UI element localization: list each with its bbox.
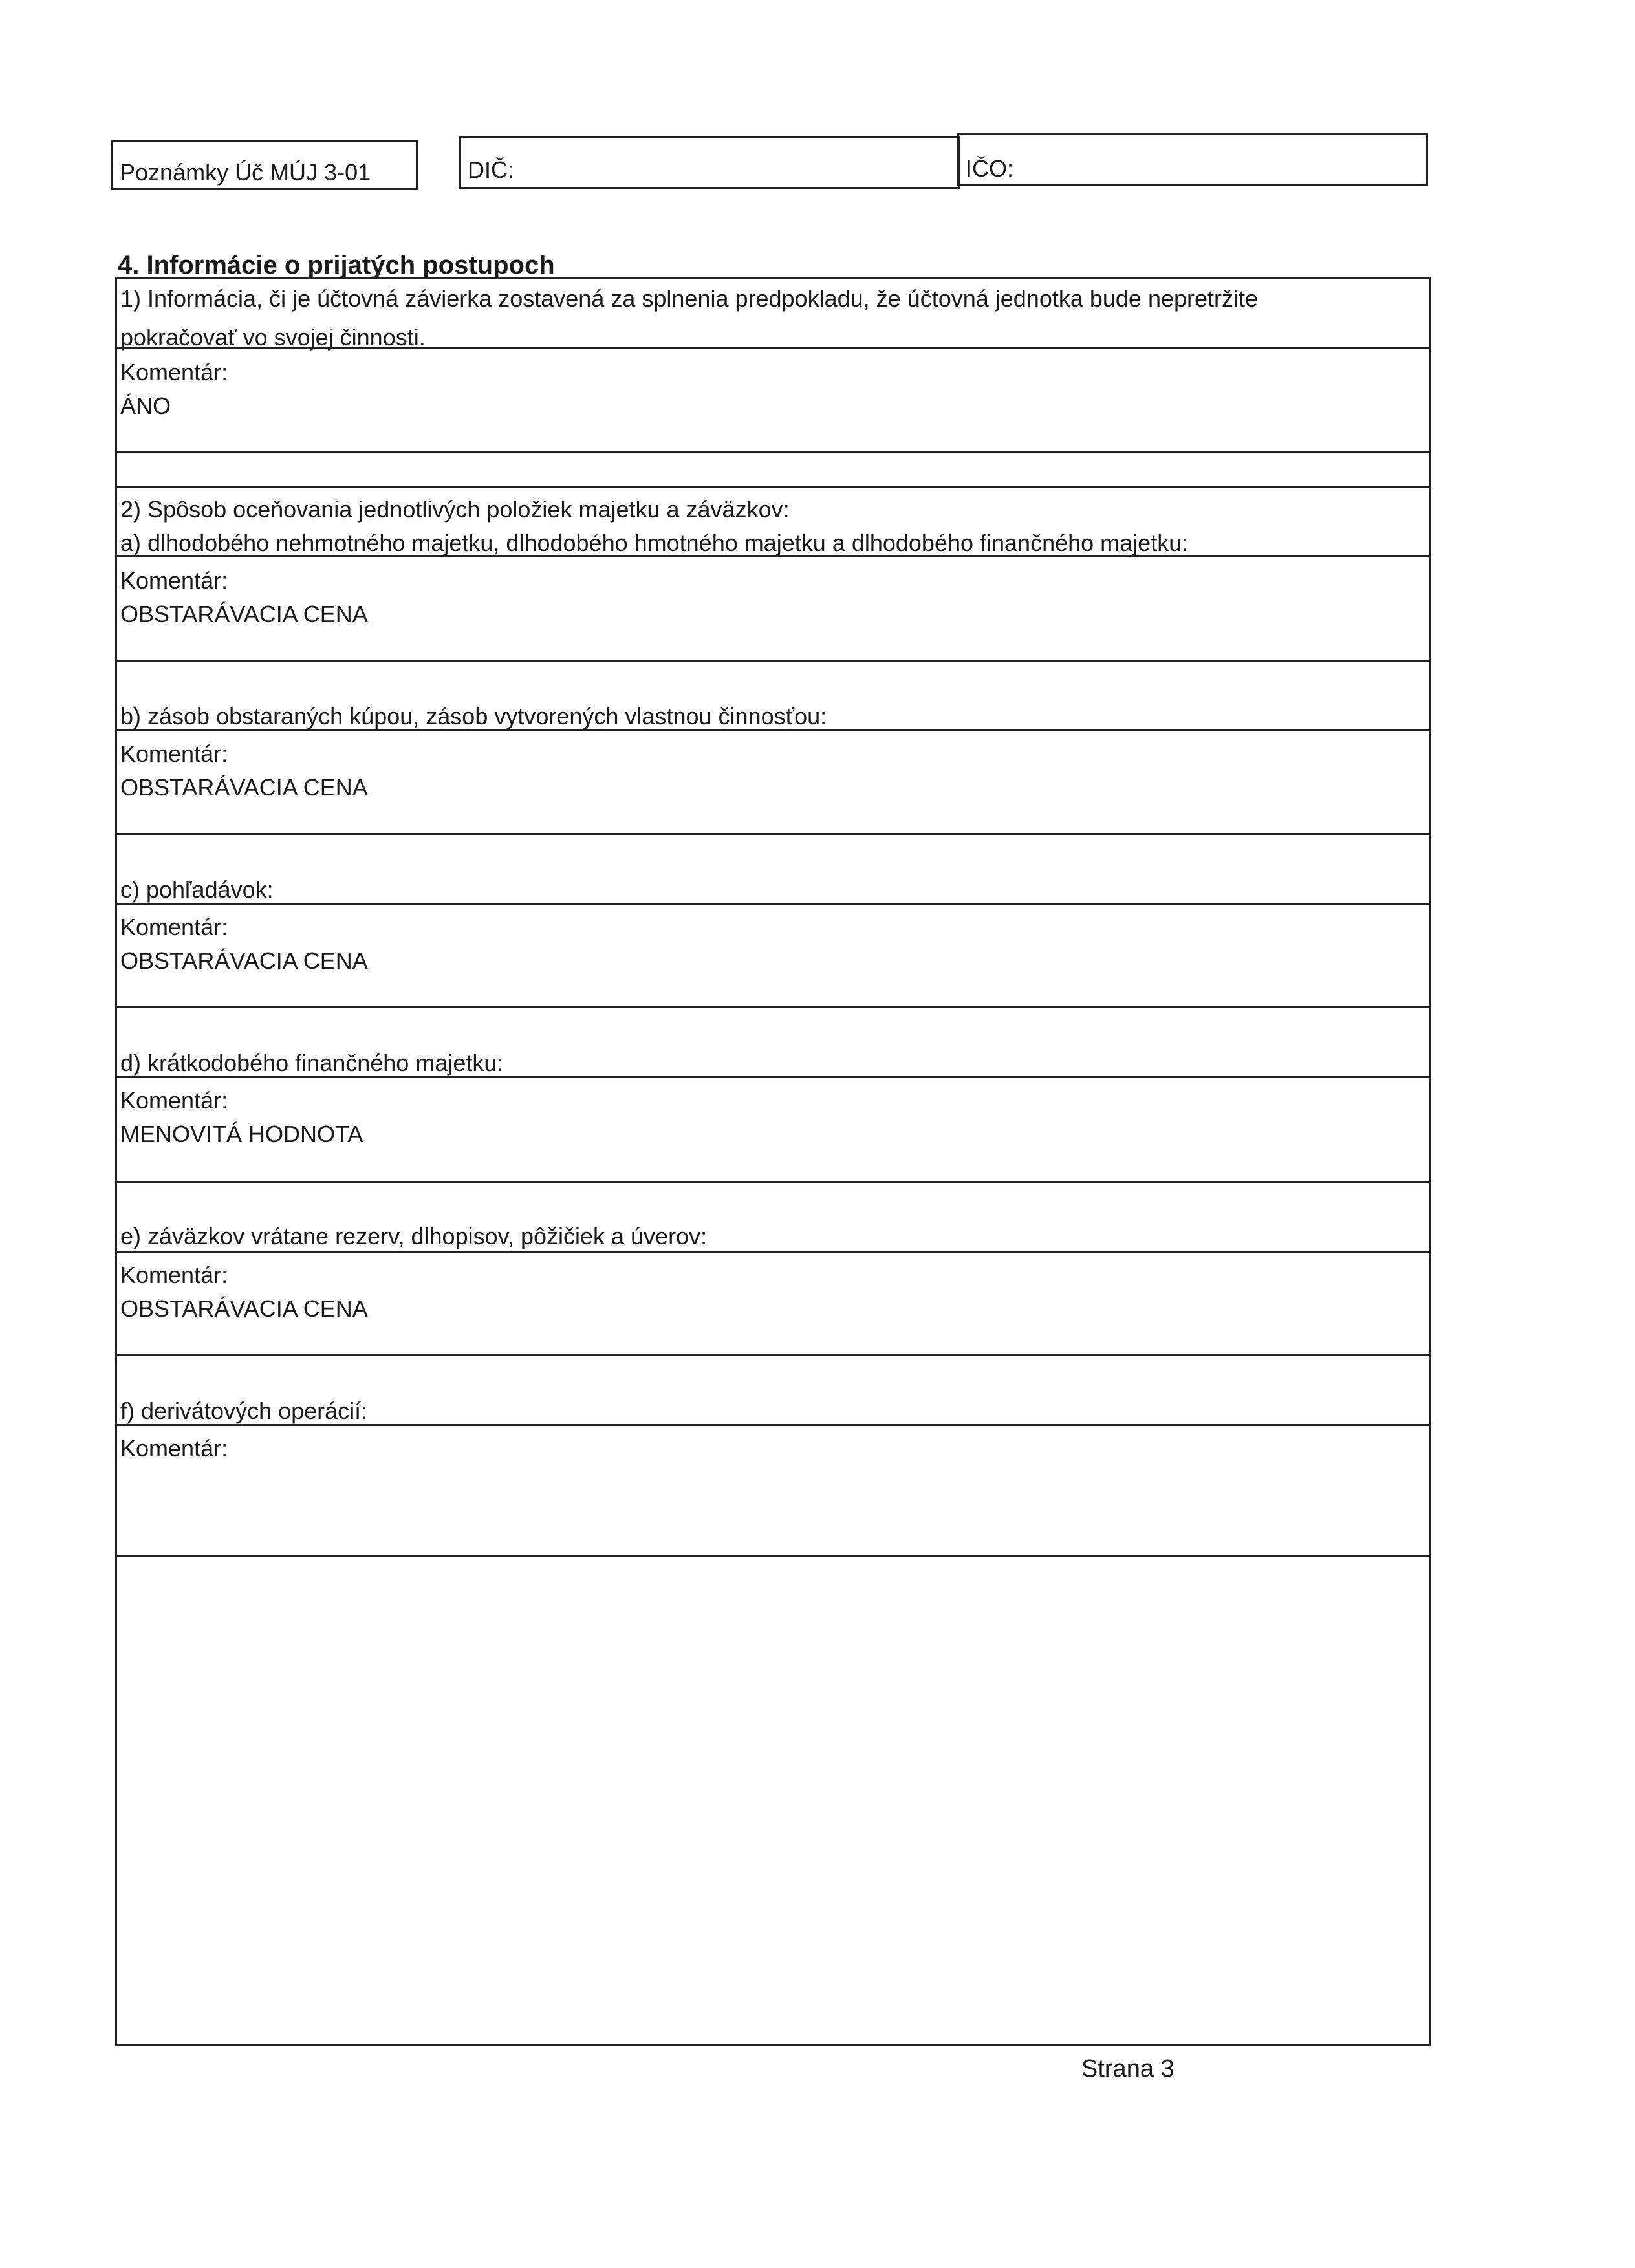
q1-question-line1: 1) Informácia, či je účtovná závierka zostavená za splnenia predpokladu, že účtovná jednotka bude nepretržite	[120, 285, 1259, 312]
dic-field[interactable]	[459, 136, 960, 189]
divider	[115, 451, 1431, 453]
divider	[115, 1354, 1431, 1356]
divider	[115, 1076, 1431, 1078]
divider	[115, 1006, 1431, 1008]
q1-question-line2: pokračovať vo svojej činnosti.	[120, 324, 426, 351]
ico-label: IČO:	[966, 155, 1014, 182]
page-number: Strana 3	[1081, 2055, 1175, 2082]
q2e-question: e) záväzkov vrátane rezerv, dlhopisov, pôžičiek a úverov:	[120, 1223, 708, 1249]
q2e-answer[interactable]: OBSTARÁVACIA CENA	[120, 1295, 368, 1322]
divider	[115, 1555, 1431, 1557]
divider	[115, 1181, 1431, 1183]
q1-answer[interactable]: ÁNO	[120, 393, 171, 419]
q2c-question: c) pohľadávok:	[120, 876, 274, 903]
q2a-answer[interactable]: OBSTARÁVACIA CENA	[120, 601, 368, 627]
q2d-question: d) krátkodobého finančného majetku:	[120, 1050, 504, 1076]
divider	[115, 660, 1431, 662]
q2b-comment-label: Komentár:	[120, 740, 228, 767]
q2-title: 2) Spôsob oceňovania jednotlivých položiek majetku a záväzkov:	[120, 496, 790, 523]
divider	[115, 1424, 1431, 1426]
divider	[115, 486, 1431, 488]
q2b-question: b) zásob obstaraných kúpou, zásob vytvorených vlastnou činnosťou:	[120, 703, 827, 729]
q2f-question: f) derivátových operácií:	[120, 1398, 368, 1424]
divider	[115, 833, 1431, 835]
dic-label: DIČ:	[468, 157, 514, 183]
form-name: Poznámky Úč MÚJ 3-01	[120, 159, 371, 186]
q2a-question: a) dlhodobého nehmotného majetku, dlhodobého hmotného majetku a dlhodobého finančného majetku:	[120, 530, 1189, 556]
ico-field[interactable]	[957, 133, 1428, 186]
form-name-box	[111, 140, 418, 190]
q2c-answer[interactable]: OBSTARÁVACIA CENA	[120, 947, 368, 974]
q2d-comment-label: Komentár:	[120, 1087, 228, 1114]
q2a-comment-label: Komentár:	[120, 567, 228, 594]
divider	[115, 1251, 1431, 1253]
divider	[115, 729, 1431, 731]
q2e-comment-label: Komentár:	[120, 1262, 228, 1288]
q2b-answer[interactable]: OBSTARÁVACIA CENA	[120, 774, 368, 801]
q2c-comment-label: Komentár:	[120, 914, 228, 940]
q1-comment-label: Komentár:	[120, 359, 228, 385]
q2d-answer[interactable]: MENOVITÁ HODNOTA	[120, 1121, 363, 1147]
divider	[115, 903, 1431, 905]
section-title: 4. Informácie o prijatých postupoch	[118, 251, 555, 279]
q2f-comment-label: Komentár:	[120, 1435, 228, 1462]
